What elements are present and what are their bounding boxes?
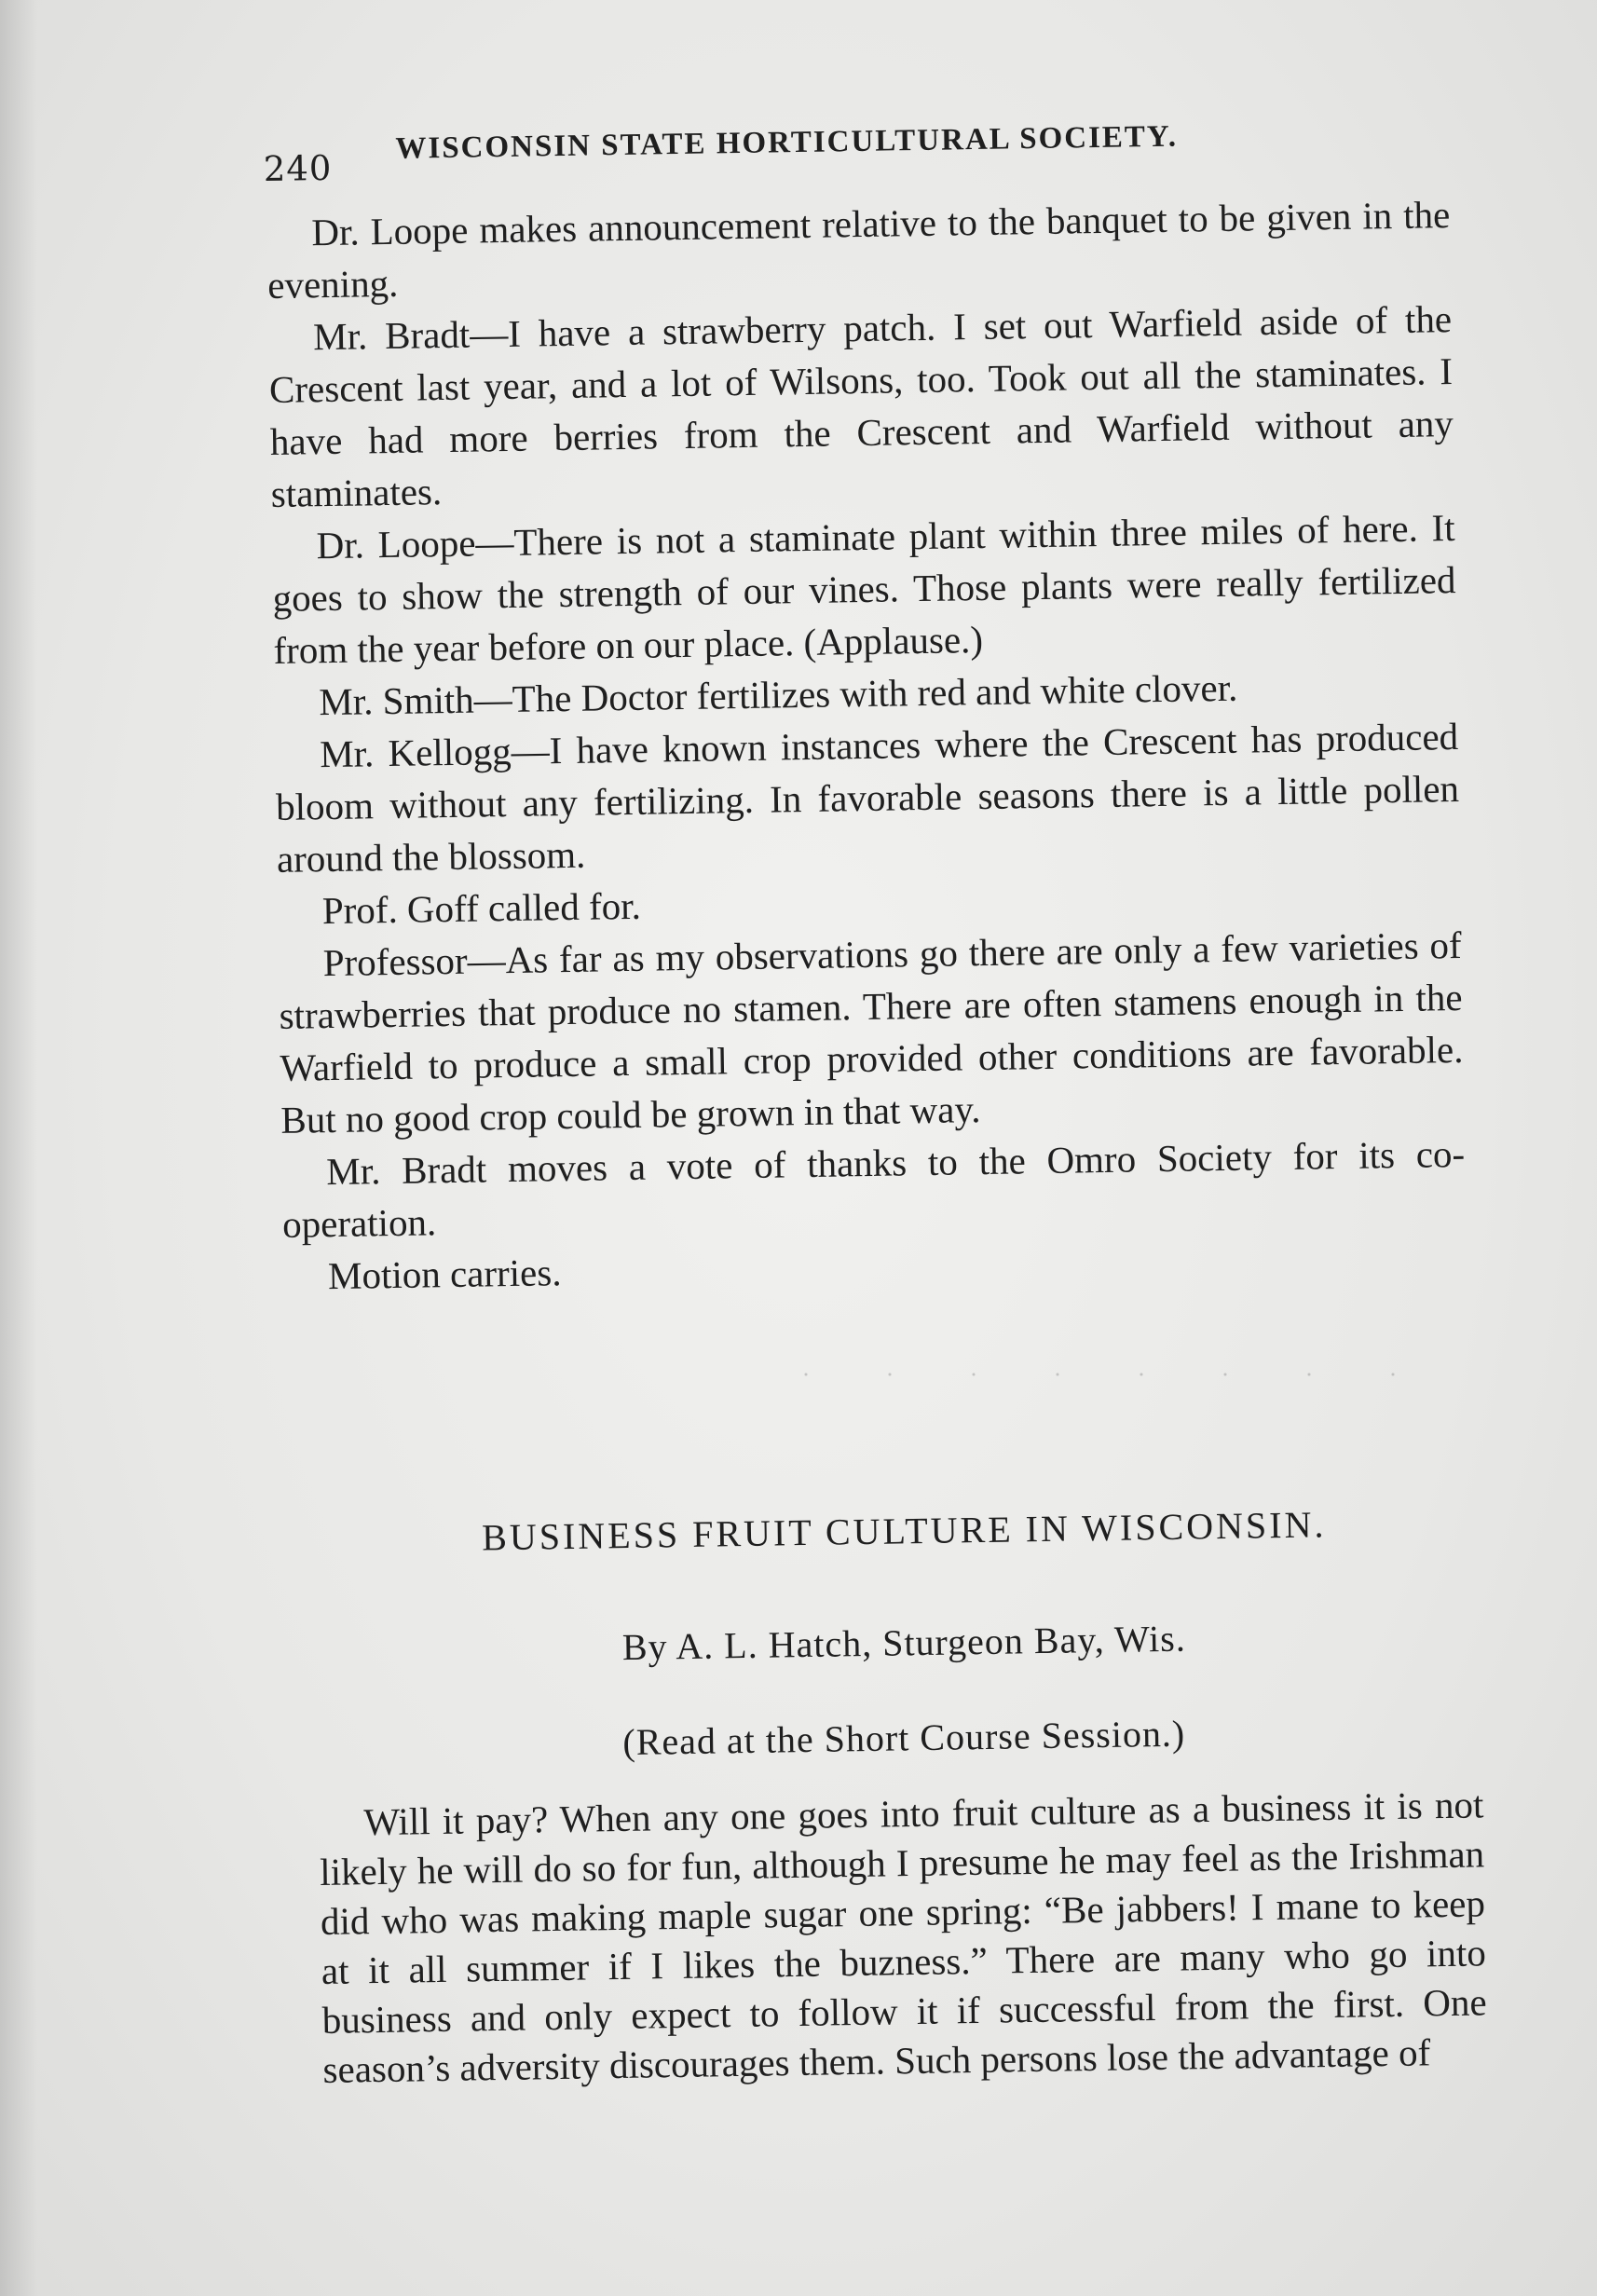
paragraph: Motion carries. [327, 1250, 562, 1298]
article-body [319, 1780, 1488, 2095]
page-header [263, 106, 1307, 189]
article-byline: By A. L. Hatch, Sturgeon Bay, Wis. [621, 1617, 1187, 1669]
page-number: 240 [263, 147, 333, 189]
article-title: BUSINESS FRUIT CULTURE IN WISCONSIN. [481, 1503, 1327, 1559]
paragraph: Mr. Bradt moves a vote of thanks to the Omro Society for its co-operation. [281, 1131, 1466, 1246]
paragraph: Prof. Goff called for. [321, 883, 642, 933]
print-specks [764, 1370, 1472, 1379]
paragraph: Professor—As far as my observations go there are only a few varieties of strawberries that produce no stamen. There are often stamens enough in the Warfield to produce a small crop provided other conditions are favorable. But no good crop could be grown in that way. [279, 922, 1464, 1141]
paragraph: Will it pay? When any one goes into fruit culture as a business it is not likely he will do so for fun, although I presume he may feel as the Irishman did who was making maple sugar one spring: “Be jabbers! I mane to keep at it all summer if I likes the buzness.” There are many who go into business and only expect to follow it if successful from the first. One season’s adversity discourages them. Such persons lose the advantage of [319, 1783, 1487, 2091]
binding-shadow [0, 0, 37, 2296]
paragraph: Mr. Bradt—I have a strawberry patch. I set out Warfield aside of the Crescent last year, and a lot of Wilsons, too. Took out all the staminates. I have had more berries from the Crescent and Warfield without any staminates. [268, 297, 1454, 515]
article-note: (Read at the Short Course Session.) [622, 1712, 1186, 1764]
paragraph: Mr. Smith—The Doctor fertilizes with red and white clover. [318, 665, 1238, 724]
paragraph: Mr. Kellogg—I have known instances where the Crescent has produced bloom without any fertilizing. In favorable seasons there is a little pollen around the blossom. [275, 714, 1460, 881]
paragraph: Dr. Loope—There is not a staminate plant within three miles of here. It goes to show the strength of our vines. Those plants were really fertilized from the year before on our place. (Applause.) [272, 506, 1456, 672]
paragraph: Dr. Loope makes announcement relative to the banquet to be given in the evening. [266, 193, 1451, 307]
running-title: WISCONSIN STATE HORTICULTURAL SOCIETY. [395, 119, 1179, 166]
discussion-section [266, 188, 1467, 1303]
